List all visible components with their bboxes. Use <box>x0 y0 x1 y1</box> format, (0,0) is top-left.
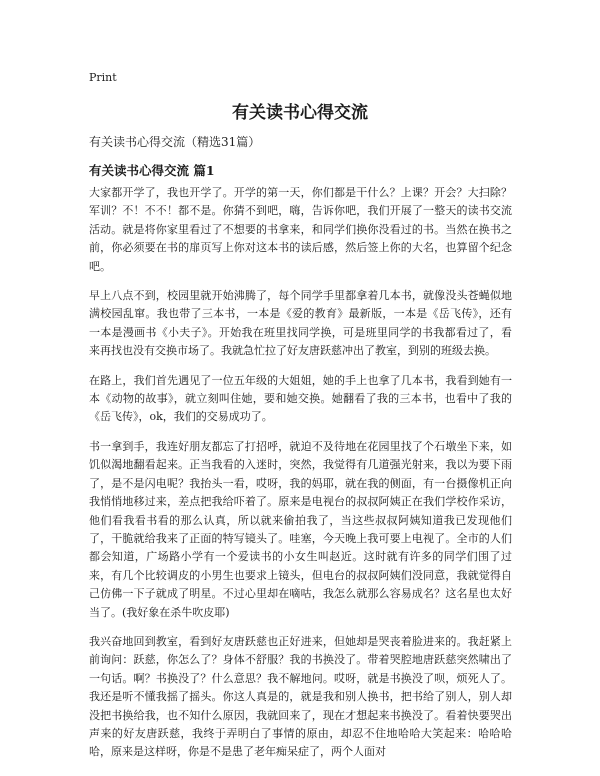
section-heading: 有关读书心得交流 篇1 <box>89 163 215 178</box>
paragraph: 早上八点不到，校园里就开始沸腾了，每个同学手里都拿着几本书，就像没头苍蝇似地满校园乱窜。我也带了三本书，一本是《爱的教育》最新版，一本是《岳飞传》，还有一本是漫画书《小夫子》。开始我在班里找同学换，可是班里同学的书我都看过了，看来再找也没有交换市场了。我就急忙拉了好友唐跃慈冲出了教室，到别的班级去换。 <box>89 289 512 358</box>
document-subtitle: 有关读书心得交流（精选31篇） <box>89 135 261 149</box>
paragraph: 我兴奋地回到教室，看到好友唐跃慈也正好进来，但她却是哭丧着脸进来的。我赶紧上前询问：跃慈，你怎么了？身体不舒服？我的书换没了。带着哭腔地唐跃慈突然啸出了一句话。啊？书换没了？什么意思？我不解地问。哎呀，就是书换没了呗，烦死人了。我还是听不懂我摇了摇头。你这人真是的，就是我和别人换书，把书给了别人，别人却没把书换给我，也不知什么原因，我就回来了，现在才想起来书换没了。看着快要哭出声来的好友唐跃慈，我终于弄明白了事情的原由，却忍不住地哈哈大笑起来：哈哈哈哈，原来是这样呀，你是不是患了老年痴呆症了，两个人面对 <box>89 634 512 759</box>
print-link[interactable]: Print <box>89 71 117 84</box>
paragraph: 在路上，我们首先遇见了一位五年级的大姐姐，她的手上也拿了几本书，我看到她有一本《动物的故事》，就立刻叫住她，要和她交换。她翻看了我的三本书，也看中了我的《岳飞传》，ok，我们的交易成功了。 <box>89 373 512 424</box>
paragraph: 大家都开学了，我也开学了。开学的第一天，你们都是干什么？上课？开会？大扫除？军训？不！不不！都不是。你猜不到吧，嗨，告诉你吧，我们开展了一整天的读书交流活动。就是将你家里看过了不想要的书拿来，和同学们换你没看过的书。当然在换书之前，你必须要在书的扉页写上你对这本书的读后感，然后签上你的大名，也算留个纪念吧。 <box>89 186 512 273</box>
paragraph: 书一拿到手，我连好朋友都忘了打招呼，就迫不及待地在花园里找了个石墩坐下来，如饥似渴地翻看起来。正当我看的入迷时，突然，我觉得有几道强光射来，我以为要下雨了，是不是闪电呢？我抬头一看，哎呀，我的妈耶，就在我的侧面，有一台摄像机正向我悄悄地移过来，差点把我给吓着了。原来是电视台的叔叔阿姨正在我们学校作采访，他们看我看书看的那么认真，所以就来偷拍我了，当这些叔叔阿姨知道我已发现他们了，干脆就给我来了正面的特写镜头了。哇塞，今天晚上我可要上电视了。全市的人们都会知道，广场路小学有一个爱读书的小女生叫赵近。这时就有许多的同学们围了过来，有几个比较调皮的小男生也要求上镜头，但电台的叔叔阿姨们没同意，我就觉得自己仿佛一下子就成了明星。不过心里却在嘀咕，我怎么就那么容易成名？这名星也太好当了。(我好象在杀牛吹皮耶) <box>89 439 512 619</box>
article-body <box>89 184 512 773</box>
page-title: 有关读书心得交流 <box>232 103 368 123</box>
